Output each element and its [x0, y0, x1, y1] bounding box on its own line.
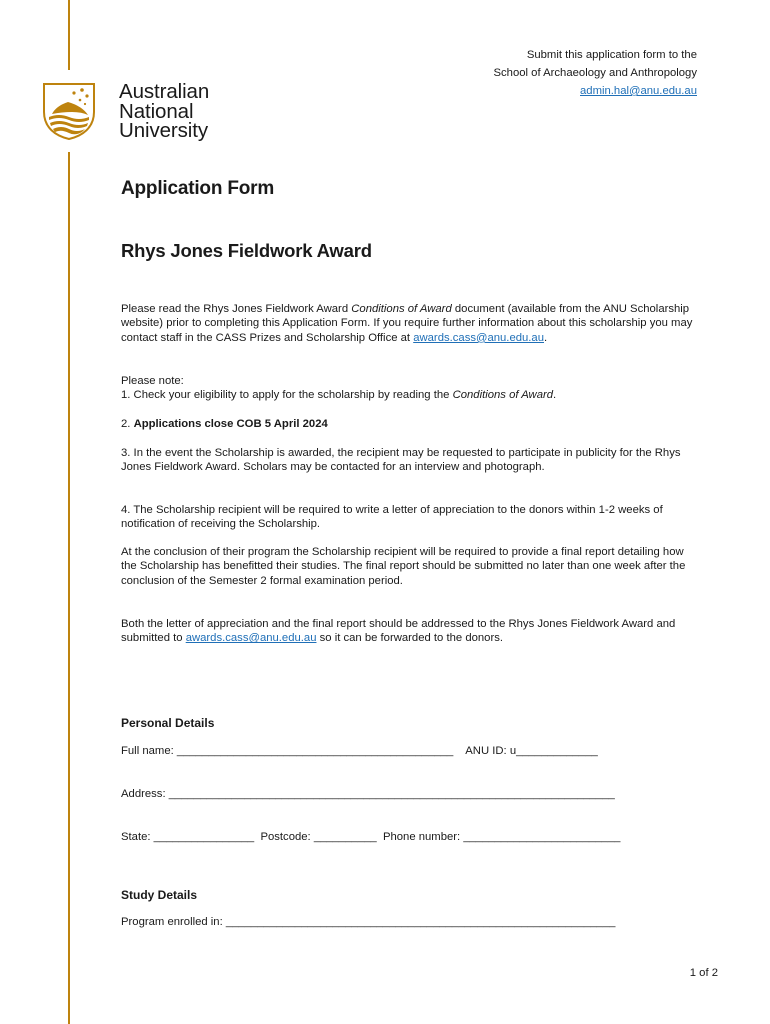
award-title: Rhys Jones Fieldwork Award: [121, 240, 372, 261]
note-item-4: [121, 503, 701, 532]
final-report-paragraph: [121, 545, 701, 588]
note-item-2-prefix: 2.: [121, 418, 134, 430]
letter-paragraph: [121, 617, 701, 646]
letter-email-link[interactable]: awards.cass@anu.edu.au: [185, 632, 317, 645]
page-number: 1 of 2: [689, 967, 718, 979]
note-block: [121, 374, 701, 403]
full-name-field[interactable]: Full name: ____________________________________________ ANU ID: u_____________: [121, 745, 598, 757]
note-item-2: [121, 417, 701, 431]
intro-text-1: Please read the Rhys Jones Fieldwork Award: [121, 303, 352, 315]
note-item-1: 1. Check your eligibility to apply for the scholarship by reading the: [121, 389, 453, 402]
note-item-4-text: 4. The Scholarship recipient will be required to write a letter of appreciation to the donors within 1-2 weeks of notification of receiving the Scholarship.: [121, 504, 663, 531]
submit-email-link[interactable]: admin.hal@anu.edu.au: [580, 85, 697, 97]
anu-wordmark: [119, 82, 279, 141]
wordmark-line-2: National: [119, 99, 194, 123]
note-heading: Please note:: [121, 375, 184, 387]
program-field[interactable]: Program enrolled in: ______________________________________________________________: [121, 916, 616, 928]
submit-line-2: School of Archaeology and Anthropology: [493, 67, 697, 79]
final-report-text: At the conclusion of their program the Scholarship recipient will be required to provide a final report detailing how the Scholarship has benefitted their studies. The final report should be submitted no later than one week after the conclusion of the Semester 2 formal examination period.: [121, 546, 686, 587]
intro-italic: Conditions of Award: [351, 303, 452, 315]
state-postcode-phone-field[interactable]: State: ________________ Postcode: __________ Phone number: _________________________: [121, 831, 621, 843]
letter-text-1: Both the letter of appreciation and the final report should be addressed to the Rhys Jones Fieldwork Award and submitted to: [121, 618, 676, 645]
intro-paragraph: [121, 302, 701, 345]
wordmark-line-3: University: [119, 119, 208, 142]
intro-email-link[interactable]: awards.cass@anu.edu.au: [413, 331, 544, 344]
applications-close-date: Applications close COB 5 April 2024: [133, 418, 328, 430]
study-details-heading: Study Details: [121, 888, 198, 902]
personal-details-heading: Personal Details: [121, 716, 215, 730]
submit-instructions: [494, 46, 698, 100]
gold-rule-bottom: [68, 152, 70, 1024]
note-item-3-text: 3. In the event the Scholarship is awarded, the recipient may be requested to participate in publicity for the Rhys Jones Fieldwork Award. Scholars may be contacted for an interview and photograph.: [121, 447, 681, 474]
address-field[interactable]: Address: _______________________________________________________________________: [121, 788, 615, 800]
anu-crest-icon: [42, 82, 96, 140]
intro-text-2: document (available from the ANU Scholarship website) prior to completing this Application Form. If you require further information about this scholarship you may contact staff in the CASS Prizes and Scholarship Office at: [121, 303, 693, 344]
note-item-1-end: .: [553, 389, 557, 402]
gold-rule-top: [68, 0, 70, 70]
intro-text-3: .: [544, 331, 548, 344]
submit-line-1: Submit this application form to the: [526, 49, 697, 61]
wordmark-line-1: Australian: [119, 80, 210, 103]
letter-text-2: so it can be forwarded to the donors.: [316, 632, 503, 645]
note-item-3: [121, 446, 701, 475]
page-title: Application Form: [121, 178, 275, 199]
note-item-1-italic: Conditions of Award: [452, 389, 554, 402]
